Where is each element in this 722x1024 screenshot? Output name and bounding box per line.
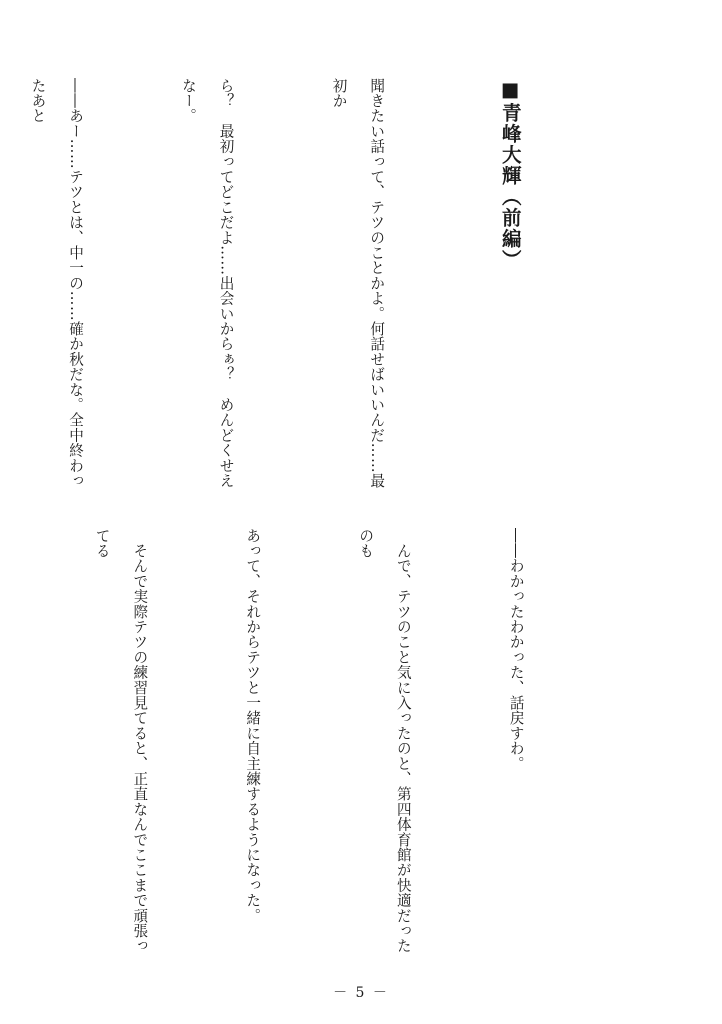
bottom-text-line: んで、テツのこと気に入ったのと、第四体育館が快適だったのも (357, 528, 412, 954)
bottom-text-line: そんで実際テツの練習見てると、正直なんでここまで頑張ってる (93, 528, 149, 954)
bottom-text-line (0, 528, 8, 958)
top-text-line: 聞きたい話って、テツのことかよ。何話せばいいんだ……最初か (330, 78, 386, 489)
section-title-line (484, 78, 534, 498)
top-text-block (29, 78, 610, 498)
top-text-line: ――あー……テツとは、中一の……確か秋だな。全中終わったあと (29, 78, 85, 489)
page-number: － 5 － (333, 985, 389, 1001)
section-title: ■青峰大輝（前編） (498, 78, 522, 271)
bottom-text-line: あって、それからテツと一緒に自主練するようになった。 (244, 528, 262, 924)
bottom-text-block (50, 528, 610, 958)
top-text-line: ら？ 最初ってどこだよ……出会いからぁ？ めんどくせえなー。 (179, 78, 235, 489)
bottom-text-line: ――わかったわかった、話戻すわ。 (507, 528, 525, 772)
